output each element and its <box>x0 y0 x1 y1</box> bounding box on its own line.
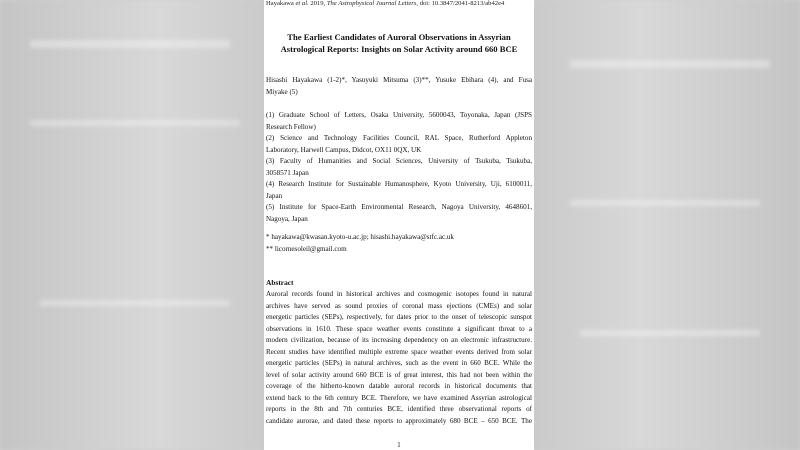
abstract-line: coverage of the hitherto-known datable auroral records in historical documents that <box>266 382 532 390</box>
affiliation-line: 3058571 Japan <box>266 168 309 177</box>
author-list <box>266 75 532 98</box>
abstract-line: extend back to the 6th century BCE. Therefore, we have examined Assyrian astrological <box>266 393 532 402</box>
title-line: Astrological Reports: Insights on Solar Activity around 660 BCE <box>280 43 518 54</box>
abstract-line: observations in 1610. These space weather events constitute a significant threat to a <box>266 324 532 333</box>
abstract-line: energetic particles (SEPs) in natural archives, such as the event in 660 BCE. While the <box>266 359 532 367</box>
email-line: ** licornesoleil@gmail.com <box>266 244 347 253</box>
author-line: Miyake (5) <box>266 87 298 96</box>
abstract-line: energetic particles (SEPs), respectively, for dates prior to the onset of telescopic sunspot <box>266 313 532 321</box>
abstract-line: modern civilization, because of its increasing dependency on an electronic infrastructure. <box>266 336 532 344</box>
page-number: 1 <box>397 442 401 449</box>
abstract-line: Auroral records found in historical archives and cosmogenic isotopes found in natural <box>266 290 532 298</box>
affiliation-line: (3) Faculty of Humanities and Social Sciences, University of Tsukuba, Tsukuba, <box>266 157 532 165</box>
author-line: Hisashi Hayakawa (1-2)*, Yasuyuki Mitsuma (3)**, Yusuke Ebihara (4), and Fusa <box>266 76 532 84</box>
abstract-line: Recent studies have identified multiple extreme space weather events derived from solar <box>266 347 532 356</box>
affiliation-line: (2) Science and Technology Facilities Council, RAL Space, Rutherford Appleton <box>266 134 532 142</box>
abstract-line: reports in the 8th and 7th centuries BCE, identified three observational reports of <box>266 405 532 413</box>
title-line: The Earliest Candidates of Auroral Observations in Assyrian <box>287 32 511 42</box>
abstract-body <box>266 289 532 427</box>
affiliation-line: Nagoya, Japan <box>266 214 308 223</box>
affiliation-line: (4) Research Institute for Sustainable Humanosphere, Kyoto University, Uji, 6100011, <box>266 180 532 188</box>
abstract-heading: Abstract <box>266 278 294 287</box>
running-head: Hayakawa et al. 2019, The Astrophysical Journal Letters, doi: 10.3847/2041-8213/ab42e4 <box>266 0 505 7</box>
affiliation-list <box>266 110 532 225</box>
affiliation-line: (5) Institute for Space-Earth Environmental Research, Nagoya University, 4648601, <box>266 203 532 211</box>
correspondence-emails <box>266 232 532 255</box>
affiliation-line: Research Fellow) <box>266 122 316 131</box>
affiliation-line: Japan <box>266 191 283 200</box>
affiliation-line: (1) Graduate School of Letters, Osaka University, 5600043, Toyonaka, Japan (JSPS <box>266 111 532 119</box>
document-page <box>264 0 534 450</box>
abstract-line: level of solar activity around 660 BCE is of great interest, this had not been within the <box>266 370 532 379</box>
email-line: * hayakawa@kwasan.kyoto-u.ac.jp; hisashi.hayakawa@stfc.ac.uk <box>266 233 454 241</box>
affiliation-line: Laboratory, Harwell Campus, Didcot, OX11 0QX, UK <box>266 145 422 154</box>
abstract-line: candidate aurorae, and dated these reports to approximately 680 BCE – 650 BCE. The <box>266 416 532 425</box>
paper-title <box>264 32 534 55</box>
abstract-line: archives have served as sound proxies of coronal mass ejections (CMEs) and solar <box>266 301 532 310</box>
